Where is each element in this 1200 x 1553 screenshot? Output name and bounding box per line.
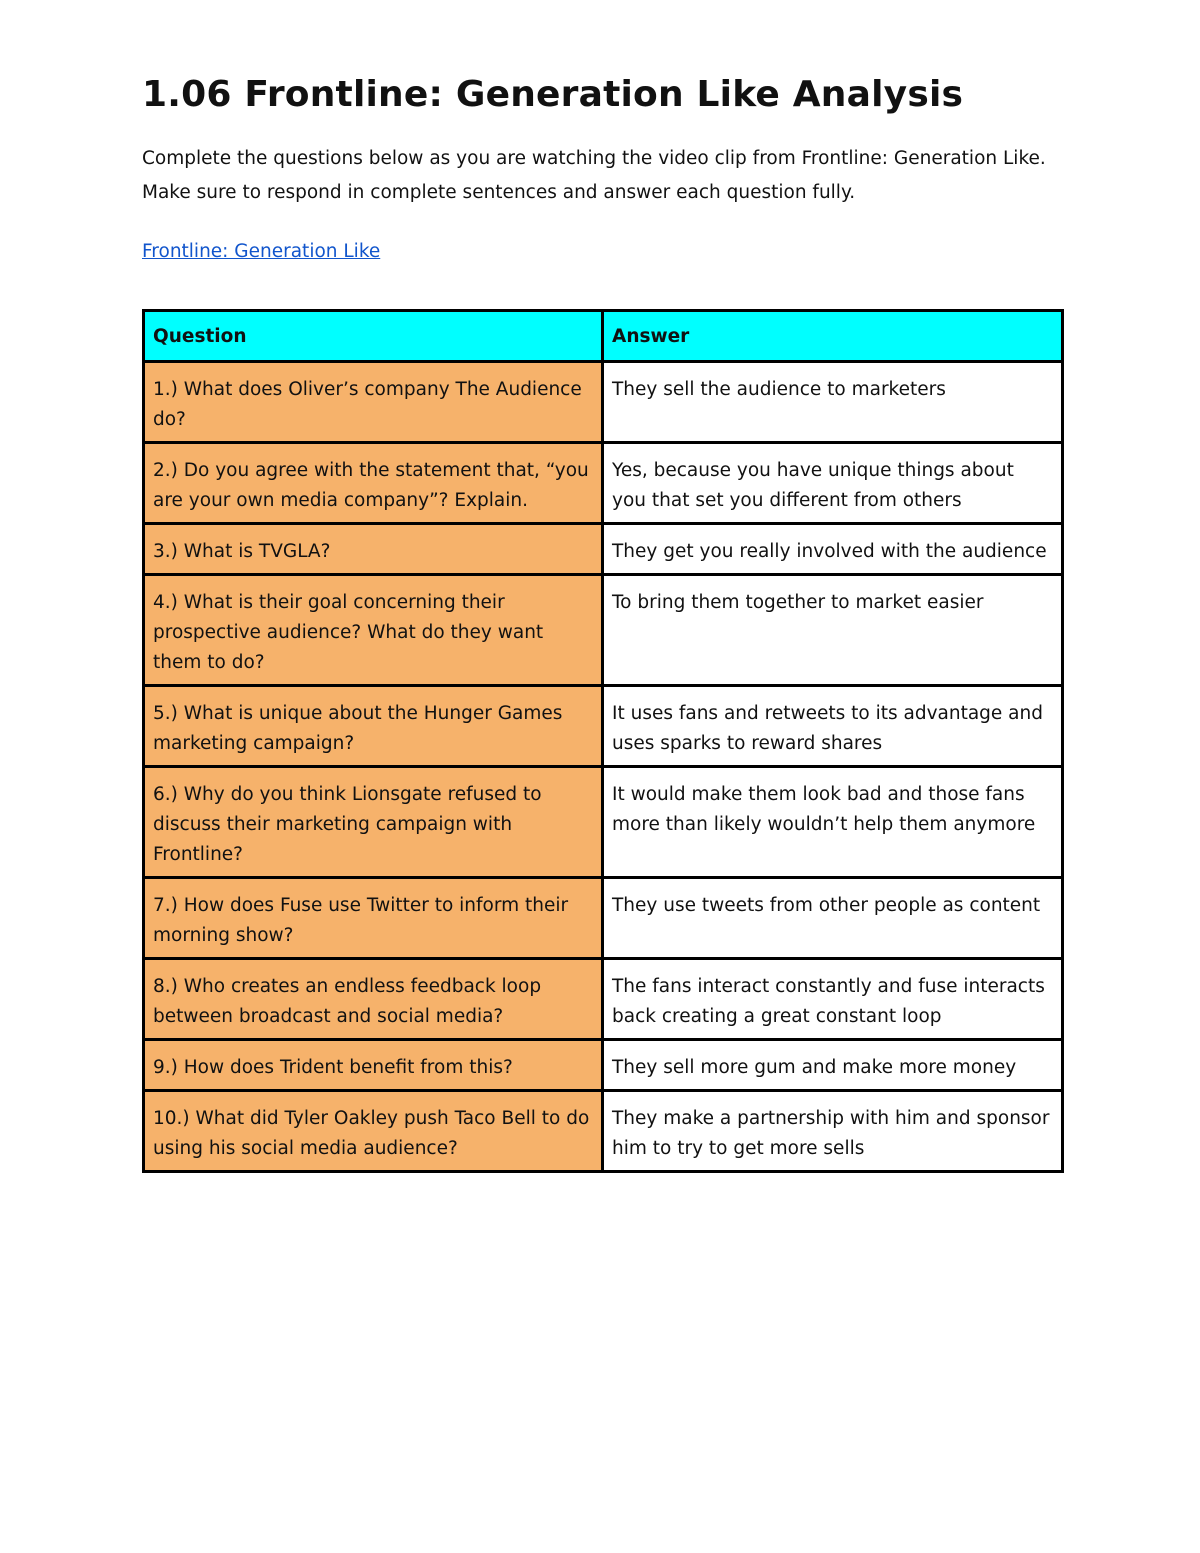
- question-answer-table: [142, 309, 1064, 1173]
- answer-cell: It would make them look bad and those fans more than likely wouldn’t help them anymore: [603, 767, 1063, 878]
- answer-cell: The fans interact constantly and fuse interacts back creating a great constant loop: [603, 959, 1063, 1040]
- table-row: [144, 1091, 1063, 1172]
- answer-cell: They sell the audience to marketers: [603, 362, 1063, 443]
- question-cell: 3.) What is TVGLA?: [144, 524, 603, 575]
- question-cell: 10.) What did Tyler Oakley push Taco Bell to do using his social media audience?: [144, 1091, 603, 1172]
- answer-column-header: Answer: [603, 311, 1063, 362]
- question-cell: 4.) What is their goal concerning their prospective audience? What do they want them to do?: [144, 575, 603, 686]
- answer-cell: They make a partnership with him and sponsor him to try to get more sells: [603, 1091, 1063, 1172]
- page-title: 1.06 Frontline: Generation Like Analysis: [142, 74, 964, 115]
- table-row: [144, 767, 1063, 878]
- table-row: [144, 878, 1063, 959]
- intro-paragraph: Complete the questions below as you are watching the video clip from Frontline: Generation Like. Make sure to respond in complete sentences and answer each question fully.: [142, 148, 1046, 203]
- answer-cell: To bring them together to market easier: [603, 575, 1063, 686]
- question-cell: 2.) Do you agree with the statement that, “you are your own media company”? Explain.: [144, 443, 603, 524]
- question-cell: 6.) Why do you think Lionsgate refused to discuss their marketing campaign with Frontline?: [144, 767, 603, 878]
- video-link[interactable]: Frontline: Generation Like: [142, 241, 381, 262]
- table-row: [144, 959, 1063, 1040]
- table-row: [144, 1040, 1063, 1091]
- answer-cell: They get you really involved with the audience: [603, 524, 1063, 575]
- table-row: [144, 362, 1063, 443]
- answer-cell: It uses fans and retweets to its advantage and uses sparks to reward shares: [603, 686, 1063, 767]
- question-cell: 9.) How does Trident benefit from this?: [144, 1040, 603, 1091]
- question-cell: 7.) How does Fuse use Twitter to inform their morning show?: [144, 878, 603, 959]
- question-column-header: Question: [144, 311, 603, 362]
- answer-cell: They use tweets from other people as content: [603, 878, 1063, 959]
- table-header-row: [144, 311, 1063, 362]
- answer-cell: Yes, because you have unique things about you that set you different from others: [603, 443, 1063, 524]
- table-row: [144, 686, 1063, 767]
- question-cell: 5.) What is unique about the Hunger Games marketing campaign?: [144, 686, 603, 767]
- table-row: [144, 575, 1063, 686]
- table-row: [144, 443, 1063, 524]
- question-cell: 8.) Who creates an endless feedback loop between broadcast and social media?: [144, 959, 603, 1040]
- answer-cell: They sell more gum and make more money: [603, 1040, 1063, 1091]
- table-row: [144, 524, 1063, 575]
- question-cell: 1.) What does Oliver’s company The Audience do?: [144, 362, 603, 443]
